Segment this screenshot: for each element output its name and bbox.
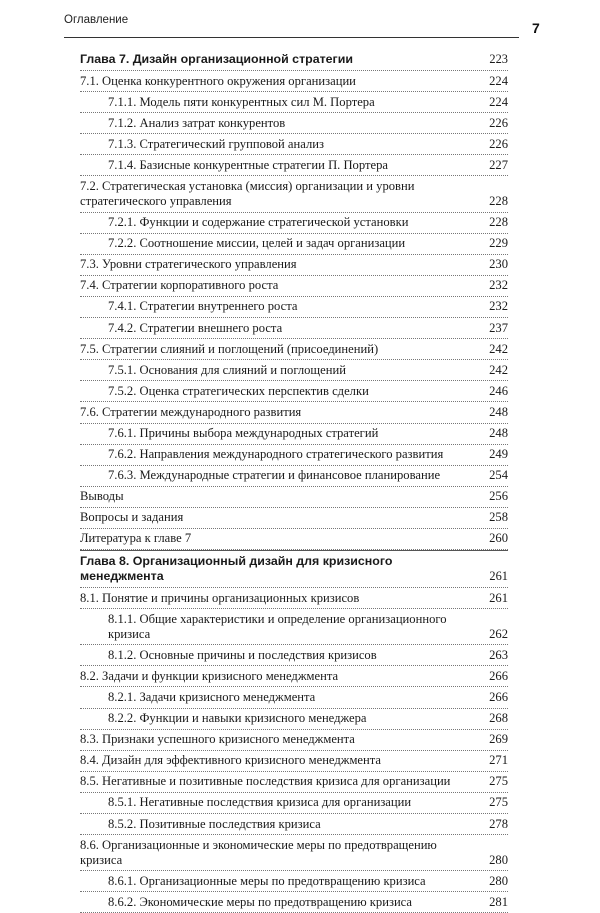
toc-section-entry[interactable] bbox=[80, 529, 508, 550]
toc-entry-title: Вопросы и задания bbox=[80, 510, 184, 525]
toc-subsection-entry[interactable] bbox=[80, 424, 508, 445]
toc-entry-title: Литература к главе 7 bbox=[80, 531, 192, 546]
toc-subsection-entry[interactable] bbox=[80, 709, 508, 730]
toc-entry-title: 7.6. Стратегии международного развития bbox=[80, 404, 302, 419]
toc-subsection-entry[interactable] bbox=[80, 234, 508, 255]
toc-entry-title: 7.5. Стратегии слияний и поглощений (присоединений) bbox=[80, 341, 379, 356]
toc-section-entry[interactable] bbox=[80, 508, 508, 529]
toc-entry-title: Глава 7. Дизайн организационной стратегии bbox=[80, 52, 353, 66]
toc-entry-title: 8.5.1. Негативные последствия кризиса для организации bbox=[108, 795, 412, 810]
page-number: 7 bbox=[532, 20, 540, 36]
toc-section-entry[interactable] bbox=[80, 71, 508, 92]
toc-entry-title: 7.1.2. Анализ затрат конкурентов bbox=[108, 115, 286, 130]
toc-entry-page: 248 bbox=[489, 426, 508, 440]
toc-subsection-entry[interactable] bbox=[80, 381, 508, 402]
toc-entry-page: 226 bbox=[489, 136, 508, 151]
toc-entry-title: 7.6.2. Направления международного стратегического развития bbox=[108, 447, 444, 462]
toc-entry-page: 248 bbox=[489, 404, 508, 419]
toc-entry-page: 268 bbox=[489, 711, 508, 726]
toc-entry-page: 242 bbox=[489, 341, 508, 356]
toc-entry-page: 281 bbox=[489, 894, 508, 909]
toc-entry-title: Глава 8. Организационный дизайн для кризисного менеджмента bbox=[80, 554, 393, 584]
toc-section-entry[interactable] bbox=[80, 835, 508, 871]
toc-entry-page: 275 bbox=[489, 774, 508, 789]
toc-subsection-entry[interactable] bbox=[80, 445, 508, 466]
toc-entry-title: 8.6.2. Экономические меры по предотвращению кризиса bbox=[108, 894, 413, 909]
toc-subsection-entry[interactable] bbox=[80, 609, 508, 645]
toc-entry-page: 280 bbox=[489, 873, 508, 888]
toc-entry-title: 7.2.1. Функции и содержание стратегической установки bbox=[108, 215, 409, 230]
table-of-contents bbox=[80, 49, 508, 913]
toc-entry-page: 249 bbox=[489, 447, 508, 462]
toc-entry-page: 226 bbox=[489, 115, 508, 130]
toc-entry-page: 237 bbox=[489, 320, 508, 335]
toc-entry-page: 224 bbox=[489, 73, 508, 88]
toc-entry-page: 223 bbox=[489, 52, 508, 66]
toc-entry-title: 8.1.2. Основные причины и последствия кризисов bbox=[108, 647, 377, 662]
toc-section-entry[interactable] bbox=[80, 176, 508, 212]
toc-entry-title: 8.1. Понятие и причины организационных кризисов bbox=[80, 590, 360, 605]
toc-subsection-entry[interactable] bbox=[80, 113, 508, 134]
toc-entry-title: 8.1.1. Общие характеристики и определение организационного кризиса bbox=[108, 611, 447, 641]
running-header-title: Оглавление bbox=[64, 14, 129, 26]
toc-entry-page: 280 bbox=[489, 852, 508, 867]
toc-entry-title: 8.6.1. Организационные меры по предотвращению кризиса bbox=[108, 873, 426, 888]
toc-entry-page: 227 bbox=[489, 157, 508, 172]
toc-entry-page: 229 bbox=[489, 236, 508, 251]
toc-subsection-entry[interactable] bbox=[80, 687, 508, 708]
toc-entry-page: 266 bbox=[489, 668, 508, 683]
toc-section-entry[interactable] bbox=[80, 255, 508, 276]
toc-subsection-entry[interactable] bbox=[80, 213, 508, 234]
toc-entry-page: 262 bbox=[489, 626, 508, 641]
toc-entry-page: 261 bbox=[489, 590, 508, 605]
toc-subsection-entry[interactable] bbox=[80, 134, 508, 155]
toc-section-entry[interactable] bbox=[80, 666, 508, 687]
toc-chapter-heading[interactable] bbox=[80, 49, 508, 71]
toc-entry-title: 7.4.1. Стратегии внутреннего роста bbox=[108, 299, 298, 314]
toc-subsection-entry[interactable] bbox=[80, 92, 508, 113]
toc-section-entry[interactable] bbox=[80, 588, 508, 609]
toc-entry-title: 7.4.2. Стратегии внешнего роста bbox=[108, 320, 283, 335]
toc-entry-page: 256 bbox=[489, 489, 508, 504]
toc-subsection-entry[interactable] bbox=[80, 645, 508, 666]
toc-entry-page: 266 bbox=[489, 689, 508, 704]
toc-entry-title: Выводы bbox=[80, 489, 124, 504]
toc-entry-page: 246 bbox=[489, 383, 508, 398]
toc-entry-title: 8.2.1. Задачи кризисного менеджмента bbox=[108, 689, 316, 704]
toc-entry-page: 224 bbox=[489, 94, 508, 109]
toc-entry-page: 271 bbox=[489, 753, 508, 768]
toc-chapter-heading[interactable] bbox=[80, 550, 508, 588]
toc-entry-title: 8.2.2. Функции и навыки кризисного менеджера bbox=[108, 711, 367, 726]
toc-entry-page: 263 bbox=[489, 647, 508, 662]
toc-entry-title: 7.5.1. Основания для слияний и поглощений bbox=[108, 362, 346, 377]
toc-entry-page: 269 bbox=[489, 732, 508, 747]
toc-subsection-entry[interactable] bbox=[80, 297, 508, 318]
toc-section-entry[interactable] bbox=[80, 730, 508, 751]
toc-section-entry[interactable] bbox=[80, 487, 508, 508]
toc-subsection-entry[interactable] bbox=[80, 892, 508, 913]
toc-section-entry[interactable] bbox=[80, 276, 508, 297]
toc-entry-page: 275 bbox=[489, 795, 508, 810]
toc-entry-page: 228 bbox=[489, 215, 508, 230]
toc-section-entry[interactable] bbox=[80, 772, 508, 793]
toc-entry-title: 7.6.3. Международные стратегии и финансовое планирование bbox=[108, 468, 441, 483]
toc-entry-title: 7.5.2. Оценка стратегических перспектив сделки bbox=[108, 383, 369, 398]
toc-entry-title: 7.1.1. Модель пяти конкурентных сил М. Портера bbox=[108, 94, 375, 109]
toc-entry-page: 228 bbox=[489, 193, 508, 208]
toc-subsection-entry[interactable] bbox=[80, 871, 508, 892]
toc-entry-page: 260 bbox=[489, 531, 508, 546]
toc-entry-title: 7.1.4. Базисные конкурентные стратегии П. Портера bbox=[108, 157, 388, 172]
toc-entry-title: 8.6. Организационные и экономические меры по предотвращению кризиса bbox=[80, 837, 437, 867]
toc-entry-page: 278 bbox=[489, 816, 508, 831]
toc-entry-title: 8.4. Дизайн для эффективного кризисного менеджмента bbox=[80, 753, 382, 768]
toc-entry-title: 8.5. Негативные и позитивные последствия кризиса для организации bbox=[80, 774, 451, 789]
toc-entry-title: 7.2.2. Соотношение миссии, целей и задач организации bbox=[108, 236, 406, 251]
toc-section-entry[interactable] bbox=[80, 751, 508, 772]
toc-subsection-entry[interactable] bbox=[80, 360, 508, 381]
toc-subsection-entry[interactable] bbox=[80, 814, 508, 835]
toc-subsection-entry[interactable] bbox=[80, 793, 508, 814]
toc-entry-title: 7.3. Уровни стратегического управления bbox=[80, 257, 297, 272]
toc-entry-title: 7.1.3. Стратегический групповой анализ bbox=[108, 136, 324, 151]
toc-entry-title: 7.4. Стратегии корпоративного роста bbox=[80, 278, 279, 293]
toc-section-entry[interactable] bbox=[80, 339, 508, 360]
toc-entry-page: 242 bbox=[489, 362, 508, 377]
toc-subsection-entry[interactable] bbox=[80, 318, 508, 339]
toc-entry-title: 8.5.2. Позитивные последствия кризиса bbox=[108, 816, 321, 831]
toc-entry-title: 7.6.1. Причины выбора международных стратегий bbox=[108, 426, 379, 440]
toc-entry-title: 8.2. Задачи и функции кризисного менеджмента bbox=[80, 668, 339, 683]
toc-entry-page: 261 bbox=[489, 569, 508, 584]
toc-subsection-entry[interactable] bbox=[80, 466, 508, 487]
toc-entry-page: 258 bbox=[489, 510, 508, 525]
page-header bbox=[64, 10, 519, 38]
toc-subsection-entry[interactable] bbox=[80, 155, 508, 176]
toc-section-entry[interactable] bbox=[80, 402, 508, 423]
toc-entry-page: 254 bbox=[489, 468, 508, 483]
toc-entry-page: 230 bbox=[489, 257, 508, 272]
toc-entry-page: 232 bbox=[489, 299, 508, 314]
toc-entry-title: 8.3. Признаки успешного кризисного менеджмента bbox=[80, 732, 355, 747]
toc-entry-title: 7.1. Оценка конкурентного окружения организации bbox=[80, 73, 356, 88]
toc-entry-page: 232 bbox=[489, 278, 508, 293]
header-rule bbox=[64, 37, 519, 38]
toc-entry-title: 7.2. Стратегическая установка (миссия) организации и уровни стратегического управления bbox=[80, 178, 415, 208]
